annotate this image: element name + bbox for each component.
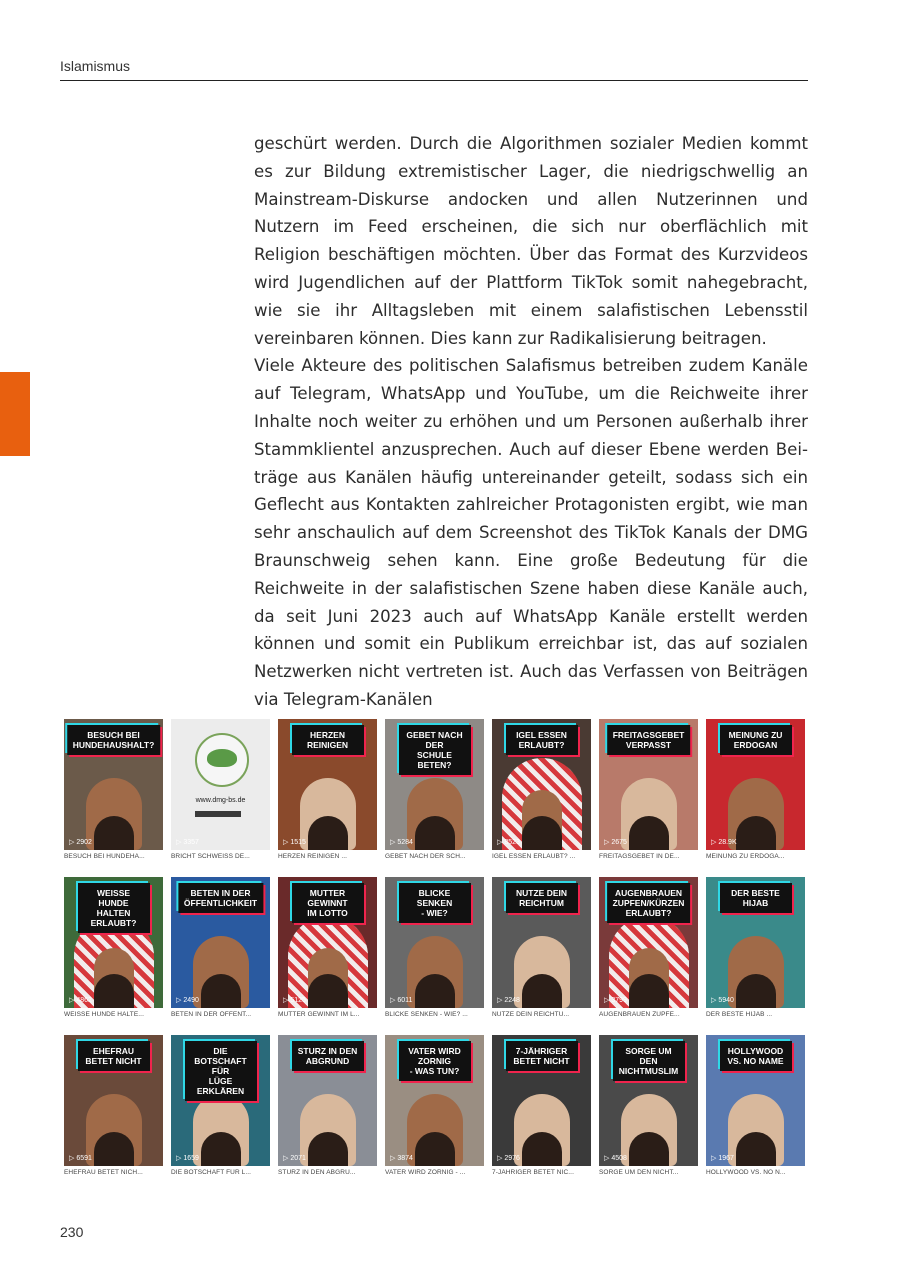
video-tile[interactable] <box>492 1035 591 1179</box>
view-count: ▷ 6591 <box>69 1155 92 1162</box>
video-thumbnail[interactable] <box>385 1035 484 1166</box>
video-thumbnail[interactable] <box>599 877 698 1008</box>
video-caption-overlay: NUTZE DEIN REICHTUM <box>506 883 578 913</box>
view-count: ▷ 4862 <box>69 997 92 1004</box>
video-caption-overlay: MEINUNG ZU ERDOGAN <box>720 725 792 755</box>
video-thumbnail[interactable] <box>278 719 377 850</box>
header-rule <box>60 80 808 81</box>
video-title[interactable]: BLICKE SENKEN - WIE? ... <box>385 1011 468 1018</box>
video-tile[interactable] <box>278 877 377 1021</box>
video-thumbnail[interactable] <box>492 1035 591 1166</box>
paragraph-1: geschürt werden. Durch die Algorithmen sozialer Medien kommt es zur Bildung extremistischer Lager, die niedrigschwellig an Mainstream-Diskurse andocken und allen Nutzerinnen und Nutzern im Feed erscheinen, die sich nur oberflächlich mit Religion beschäftigen möchten. Über das Format des Kurzvideos wird Jugendlichen auf der Plattform TikTok somit nahegebracht, wie sie ihr Alltagsleben mit einem salafistischen Lebensstil vereinbaren können. Dies kann zur Radikalisierung beitragen. <box>254 134 808 348</box>
video-tile[interactable] <box>599 1035 698 1179</box>
beard-graphic <box>308 816 348 850</box>
video-title[interactable]: MEINUNG ZU ERDOGA... <box>706 853 785 860</box>
video-caption-overlay: MUTTER GEWINNT IM LOTTO <box>292 883 364 923</box>
video-tile[interactable] <box>64 719 163 863</box>
page-number: 230 <box>60 1224 84 1240</box>
video-title[interactable]: DER BESTE HIJAB ... <box>706 1011 773 1018</box>
video-title[interactable]: BESUCH BEI HUNDEHA... <box>64 853 145 860</box>
video-title[interactable]: STURZ IN DEN ABGRU... <box>278 1169 356 1176</box>
video-caption-overlay: AUGENBRAUEN ZUPFEN/KÜRZEN ERLAUBT? <box>607 883 691 923</box>
view-count: ▷ 5284 <box>390 839 413 846</box>
beard-graphic <box>522 1132 562 1166</box>
video-thumbnail[interactable] <box>385 719 484 850</box>
video-thumbnail[interactable] <box>64 719 163 850</box>
beard-graphic <box>201 1132 241 1166</box>
dmg-logo-icon <box>195 733 249 787</box>
video-thumbnail[interactable] <box>492 719 591 850</box>
running-head: Islamismus <box>60 58 131 74</box>
video-thumbnail[interactable] <box>599 1035 698 1166</box>
video-title[interactable]: HOLLYWOOD VS. NO N... <box>706 1169 786 1176</box>
video-thumbnail[interactable] <box>171 1035 270 1166</box>
video-caption-overlay: WEISSE HUNDE HALTEN ERLAUBT? <box>78 883 150 933</box>
video-title[interactable]: NUTZE DEIN REICHTU... <box>492 1011 570 1018</box>
video-caption-overlay: HOLLYWOOD VS. NO NAME <box>720 1041 792 1071</box>
beard-graphic <box>94 1132 134 1166</box>
view-count: ▷ 2248 <box>497 997 520 1004</box>
video-thumbnail[interactable] <box>706 1035 805 1166</box>
video-tile[interactable] <box>385 719 484 863</box>
video-tile[interactable] <box>385 1035 484 1179</box>
video-tile[interactable] <box>171 1035 270 1179</box>
video-tile[interactable] <box>706 1035 805 1179</box>
body-text <box>254 130 808 714</box>
view-count: ▷ 1515 <box>283 839 306 846</box>
video-thumbnail[interactable] <box>599 719 698 850</box>
video-thumbnail[interactable] <box>278 1035 377 1166</box>
video-title[interactable]: HERZEN REINIGEN ... <box>278 853 348 860</box>
view-count: ▷ 1967 <box>711 1155 734 1162</box>
beard-graphic <box>522 816 562 850</box>
video-caption-overlay: 7-JÄHRIGER BETET NICHT <box>506 1041 578 1071</box>
view-count: ▷ 6011 <box>390 997 413 1004</box>
video-title[interactable]: 7-JÄHRIGER BETET NIC... <box>492 1169 574 1176</box>
video-title[interactable]: FREITAGSGEBET IN DE... <box>599 853 680 860</box>
video-tile[interactable] <box>492 719 591 863</box>
video-tile[interactable] <box>278 719 377 863</box>
video-tile[interactable] <box>278 1035 377 1179</box>
video-caption-overlay: DER BESTE HIJAB <box>720 883 792 913</box>
video-tile[interactable] <box>64 1035 163 1179</box>
view-count: ▷ 4508 <box>604 1155 627 1162</box>
video-thumbnail[interactable] <box>492 877 591 1008</box>
video-thumbnail[interactable] <box>171 877 270 1008</box>
video-caption-overlay: BETEN IN DER ÖFFENTLICHKEIT <box>178 883 263 913</box>
video-thumbnail[interactable] <box>706 719 805 850</box>
video-thumbnail[interactable] <box>385 877 484 1008</box>
video-title[interactable]: AUGENBRAUEN ZUPFE... <box>599 1011 680 1018</box>
video-title[interactable]: WEISSE HUNDE HALTE... <box>64 1011 144 1018</box>
beard-graphic <box>522 974 562 1008</box>
video-caption-overlay: DIE BOTSCHAFT FÜR LÜGE ERKLÄREN <box>185 1041 257 1101</box>
view-count: ▷ 28.9K <box>711 839 737 846</box>
beard-graphic <box>736 974 776 1008</box>
video-caption-overlay: EHEFRAU BETET NICHT <box>78 1041 150 1071</box>
video-caption-overlay: IGEL ESSEN ERLAUBT? <box>506 725 578 755</box>
video-thumbnail[interactable] <box>706 877 805 1008</box>
beard-graphic <box>736 1132 776 1166</box>
video-title[interactable]: GEBET NACH DER SCH... <box>385 853 466 860</box>
video-title[interactable]: BETEN IN DER ÖFFENT... <box>171 1011 252 1018</box>
beard-graphic <box>415 816 455 850</box>
view-count: ▷ 5125 <box>283 997 306 1004</box>
logo-url-text: www.dmg-bs.de <box>195 797 246 804</box>
video-title[interactable]: BRICHT SCHWEISS DE... <box>171 853 250 860</box>
view-count: ▷ 3874 <box>390 1155 413 1162</box>
video-caption-overlay: SORGE UM DEN NICHTMUSLIM <box>613 1041 685 1081</box>
logo-button-graphic <box>195 811 241 817</box>
video-tile[interactable] <box>171 877 270 1021</box>
video-tile[interactable] <box>385 877 484 1021</box>
video-tile[interactable] <box>706 719 805 863</box>
beard-graphic <box>415 1132 455 1166</box>
view-count: ▷ 3799 <box>604 997 627 1004</box>
video-tile[interactable] <box>171 719 270 863</box>
video-tile[interactable] <box>64 877 163 1021</box>
view-count: ▷ 5940 <box>711 997 734 1004</box>
view-count: ▷ 1659 <box>176 1155 199 1162</box>
video-caption-overlay: VATER WIRD ZORNIG - WAS TUN? <box>399 1041 471 1081</box>
beard-graphic <box>629 974 669 1008</box>
beard-graphic <box>201 974 241 1008</box>
chapter-side-tab <box>0 372 30 456</box>
tiktok-video-grid <box>64 719 804 1179</box>
video-caption-overlay: GEBET NACH DER SCHULE BETEN? <box>399 725 471 775</box>
video-caption-overlay: FREITAGSGEBET VERPASST <box>607 725 691 755</box>
view-count: ▷ 2071 <box>283 1155 306 1162</box>
video-title[interactable]: EHEFRAU BETET NICH... <box>64 1169 143 1176</box>
beard-graphic <box>308 1132 348 1166</box>
paragraph-2: Viele Akteure des politischen Salafismus betreiben zudem Kanäle auf Telegram, WhatsApp und YouTube, um die Reichweite ihrer Inhalte noch weiter zu erhöhen und um Personen außerhalb ihrer Stammklientel anzusprechen. Auch auf dieser Ebene werden Beiträge aus Kanälen häufig untereinander geteilt, sodass sich ein Geflecht aus Kontakten zahlreicher Protagonisten ergibt, wie man sehr anschaulich auf dem Screenshot des TikTok Kanals der DMG Braunschweig sehen kann. Eine große Bedeutung für die Reichweite in der salafistischen Szene haben diese Kanäle auch, da seit Juni 2023 auch auf WhatsApp Kanäle erstellt werden können und somit ein Publikum erreichbar ist, das auf sozialen Netzwerken nicht vertreten ist. Auch das Verfassen von Beiträgen via Telegram-Kanälen <box>254 356 808 709</box>
video-tile[interactable] <box>706 877 805 1021</box>
video-thumbnail[interactable] <box>64 1035 163 1166</box>
video-thumbnail[interactable] <box>171 719 270 850</box>
view-count: ▷ 2675 <box>604 839 627 846</box>
video-title[interactable]: IGEL ESSEN ERLAUBT? ... <box>492 853 576 860</box>
view-count: ▷ 8523 <box>497 839 520 846</box>
beard-graphic <box>94 816 134 850</box>
view-count: ▷ 3357 <box>176 839 199 846</box>
view-count: ▷ 2976 <box>497 1155 520 1162</box>
beard-graphic <box>736 816 776 850</box>
view-count: ▷ 2902 <box>69 839 92 846</box>
beard-graphic <box>629 816 669 850</box>
beard-graphic <box>308 974 348 1008</box>
video-thumbnail[interactable] <box>64 877 163 1008</box>
beard-graphic <box>415 974 455 1008</box>
video-tile[interactable] <box>492 877 591 1021</box>
view-count: ▷ 2490 <box>176 997 199 1004</box>
beard-graphic <box>94 974 134 1008</box>
video-caption-overlay: BLICKE SENKEN - WIE? <box>399 883 471 923</box>
video-caption-overlay: STURZ IN DEN ABGRUND <box>292 1041 364 1071</box>
video-tile[interactable] <box>599 877 698 1021</box>
video-caption-overlay: BESUCH BEI HUNDEHAUSHALT? <box>67 725 161 755</box>
video-thumbnail[interactable] <box>278 877 377 1008</box>
video-caption-overlay: HERZEN REINIGEN <box>292 725 364 755</box>
video-title[interactable]: MUTTER GEWINNT IM L... <box>278 1011 360 1018</box>
video-title[interactable]: DIE BOTSCHAFT FÜR L... <box>171 1169 252 1176</box>
video-title[interactable]: SORGE UM DEN NICHT... <box>599 1169 679 1176</box>
beard-graphic <box>629 1132 669 1166</box>
video-tile[interactable] <box>599 719 698 863</box>
video-title[interactable]: VATER WIRD ZORNIG - ... <box>385 1169 466 1176</box>
